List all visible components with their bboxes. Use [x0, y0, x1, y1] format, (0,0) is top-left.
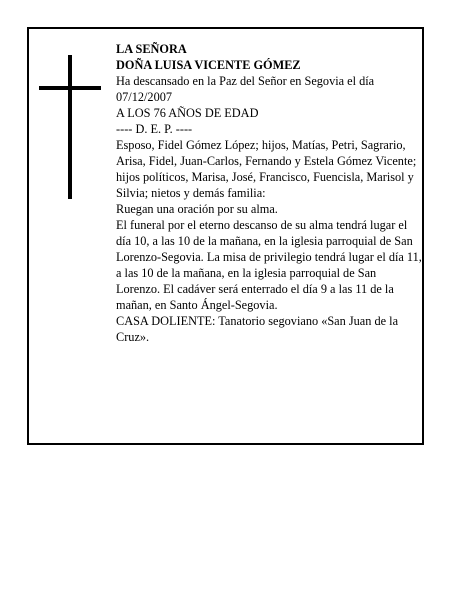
mourning-house: CASA DOLIENTE: Tanatorio segoviano «San Juan de la Cruz».: [116, 314, 399, 344]
death-announcement: Ha descansado en la Paz del Señor en Segovia el día 07/12/2007: [116, 74, 375, 104]
cross-horizontal-bar: [39, 86, 101, 90]
funeral-details: El funeral por el eterno descanso de su alma tendrá lugar el día 10, a las 10 de la mañana, en la iglesia parroquial de San Lorenzo-Segovia. La misa de privilegio tendrá lugar el día 11, a las 10 de la mañana, en la iglesia parroquial de San Lorenzo. El cadáver será enterrado el día 9 a las 11 de la mañan, en Santo Ángel-Segovia.: [116, 218, 422, 312]
rip-line: ---- D. E. P. ----: [116, 122, 193, 136]
cross-icon: [39, 55, 101, 199]
prayer-request: Ruegan una oración por su alma.: [116, 202, 278, 216]
family-list: Esposo, Fidel Gómez López; hijos, Matías, Petri, Sagrario, Arisa, Fidel, Juan-Carlos, Fernando y Estela Gómez Vicente; hijos políticos, Marisa, José, Francisco, Fuencisla, Marisol y Silvia; nietos y demás familia:: [116, 138, 417, 200]
age-line: A LOS 76 AÑOS DE EDAD: [116, 106, 259, 120]
heading-title: LA SEÑORA: [116, 42, 187, 56]
notice-text: [116, 41, 422, 345]
deceased-name: DOÑA LUISA VICENTE GÓMEZ: [116, 58, 301, 72]
cross-vertical-bar: [68, 55, 72, 199]
obituary-notice: [27, 27, 424, 445]
